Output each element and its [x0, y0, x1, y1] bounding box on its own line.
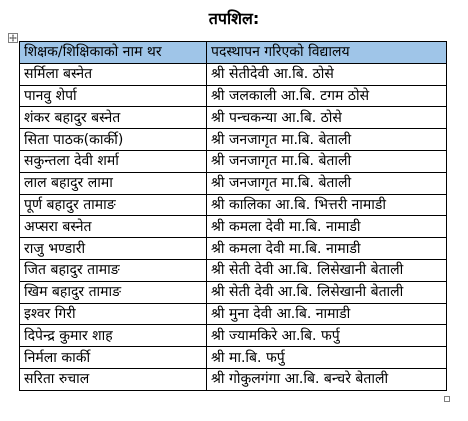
- teacher-name-cell: निर्मला कार्की: [20, 347, 207, 369]
- table-row: [20, 303, 447, 325]
- teacher-name-cell: दिपेन्द्र कुमार शाह: [20, 325, 207, 347]
- teacher-name-cell: राजु भण्डारी: [20, 238, 207, 260]
- table-row: [20, 194, 447, 216]
- table-row: [20, 172, 447, 194]
- table-row: [20, 85, 447, 107]
- table-row: [20, 325, 447, 347]
- school-name-cell: श्री जनजागृत मा.बि. बेताली: [207, 150, 447, 172]
- school-name-cell: श्री जनजागृत मा.बि. बेताली: [207, 172, 447, 194]
- teacher-name-cell: सकुन्तला देवी शर्मा: [20, 150, 207, 172]
- school-name-cell: श्री मुना देवी आ.बि. नामाडी: [207, 303, 447, 325]
- table-row: [20, 238, 447, 260]
- teacher-name-cell: खिम बहादुर तामाङ: [20, 281, 207, 303]
- table-body: [20, 63, 447, 390]
- school-name-cell: श्री सेती देवी आ.बि. लिसेखानी बेताली: [207, 281, 447, 303]
- table-row: [20, 347, 447, 369]
- school-name-cell: श्री मा.बि. फर्पु: [207, 347, 447, 369]
- table-row: [20, 107, 447, 129]
- table-row: [20, 281, 447, 303]
- teacher-name-cell: लाल बहादुर लामा: [20, 172, 207, 194]
- school-name-cell: श्री कमला देवी मा.बि. नामाडी: [207, 216, 447, 238]
- table-row: [20, 129, 447, 151]
- table-row: [20, 150, 447, 172]
- teacher-name-cell: पानवु शेर्पा: [20, 85, 207, 107]
- school-name-cell: श्री सेतीदेवी आ.बि. ठोसे: [207, 63, 447, 85]
- staff-placement-table: [19, 41, 447, 391]
- teacher-name-cell: अप्सरा बस्नेत: [20, 216, 207, 238]
- table-row: [20, 63, 447, 85]
- teacher-name-cell: पूर्ण बहादुर तामाङ: [20, 194, 207, 216]
- teacher-name-cell: शंकर बहादुर बस्नेत: [20, 107, 207, 129]
- school-name-cell: श्री कालिका आ.बि. भित्तरी नामाडी: [207, 194, 447, 216]
- document-title: तपशिल:: [208, 9, 260, 28]
- teacher-name-cell: जित बहादुर तामाङ: [20, 259, 207, 281]
- school-name-cell: श्री ज्यामकिरे आ.बि. फर्पु: [207, 325, 447, 347]
- teacher-name-cell: सिता पाठक(कार्की): [20, 129, 207, 151]
- teacher-name-cell: इश्वर गिरी: [20, 303, 207, 325]
- school-name-cell: श्री सेती देवी आ.बि. लिसेखानी बेताली: [207, 259, 447, 281]
- school-name-cell: श्री गोकुलगंगा आ.बि. बन्चरे बेताली: [207, 368, 447, 390]
- table-row: [20, 368, 447, 390]
- table-move-handle[interactable]: [8, 33, 18, 43]
- header-posted-school: पदस्थापन गरिएको विद्यालय: [207, 42, 447, 64]
- teacher-name-cell: सरिता रुचाल: [20, 368, 207, 390]
- table-row: [20, 259, 447, 281]
- table-header-row: [20, 42, 447, 64]
- school-name-cell: श्री पन्चकन्या आ.बि. ठोसे: [207, 107, 447, 129]
- table-resize-handle[interactable]: [444, 396, 450, 402]
- school-name-cell: श्री जनजागृत मा.बि. बेताली: [207, 129, 447, 151]
- header-teacher-name: शिक्षक/शिक्षिकाको नाम थर: [20, 42, 207, 64]
- teacher-name-cell: सर्मिला बस्नेत: [20, 63, 207, 85]
- move-arrows-icon: [9, 34, 17, 42]
- school-name-cell: श्री जलकाली आ.बि. टगम ठोसे: [207, 85, 447, 107]
- school-name-cell: श्री कमला देवी मा.बि. नामाडी: [207, 238, 447, 260]
- table-row: [20, 216, 447, 238]
